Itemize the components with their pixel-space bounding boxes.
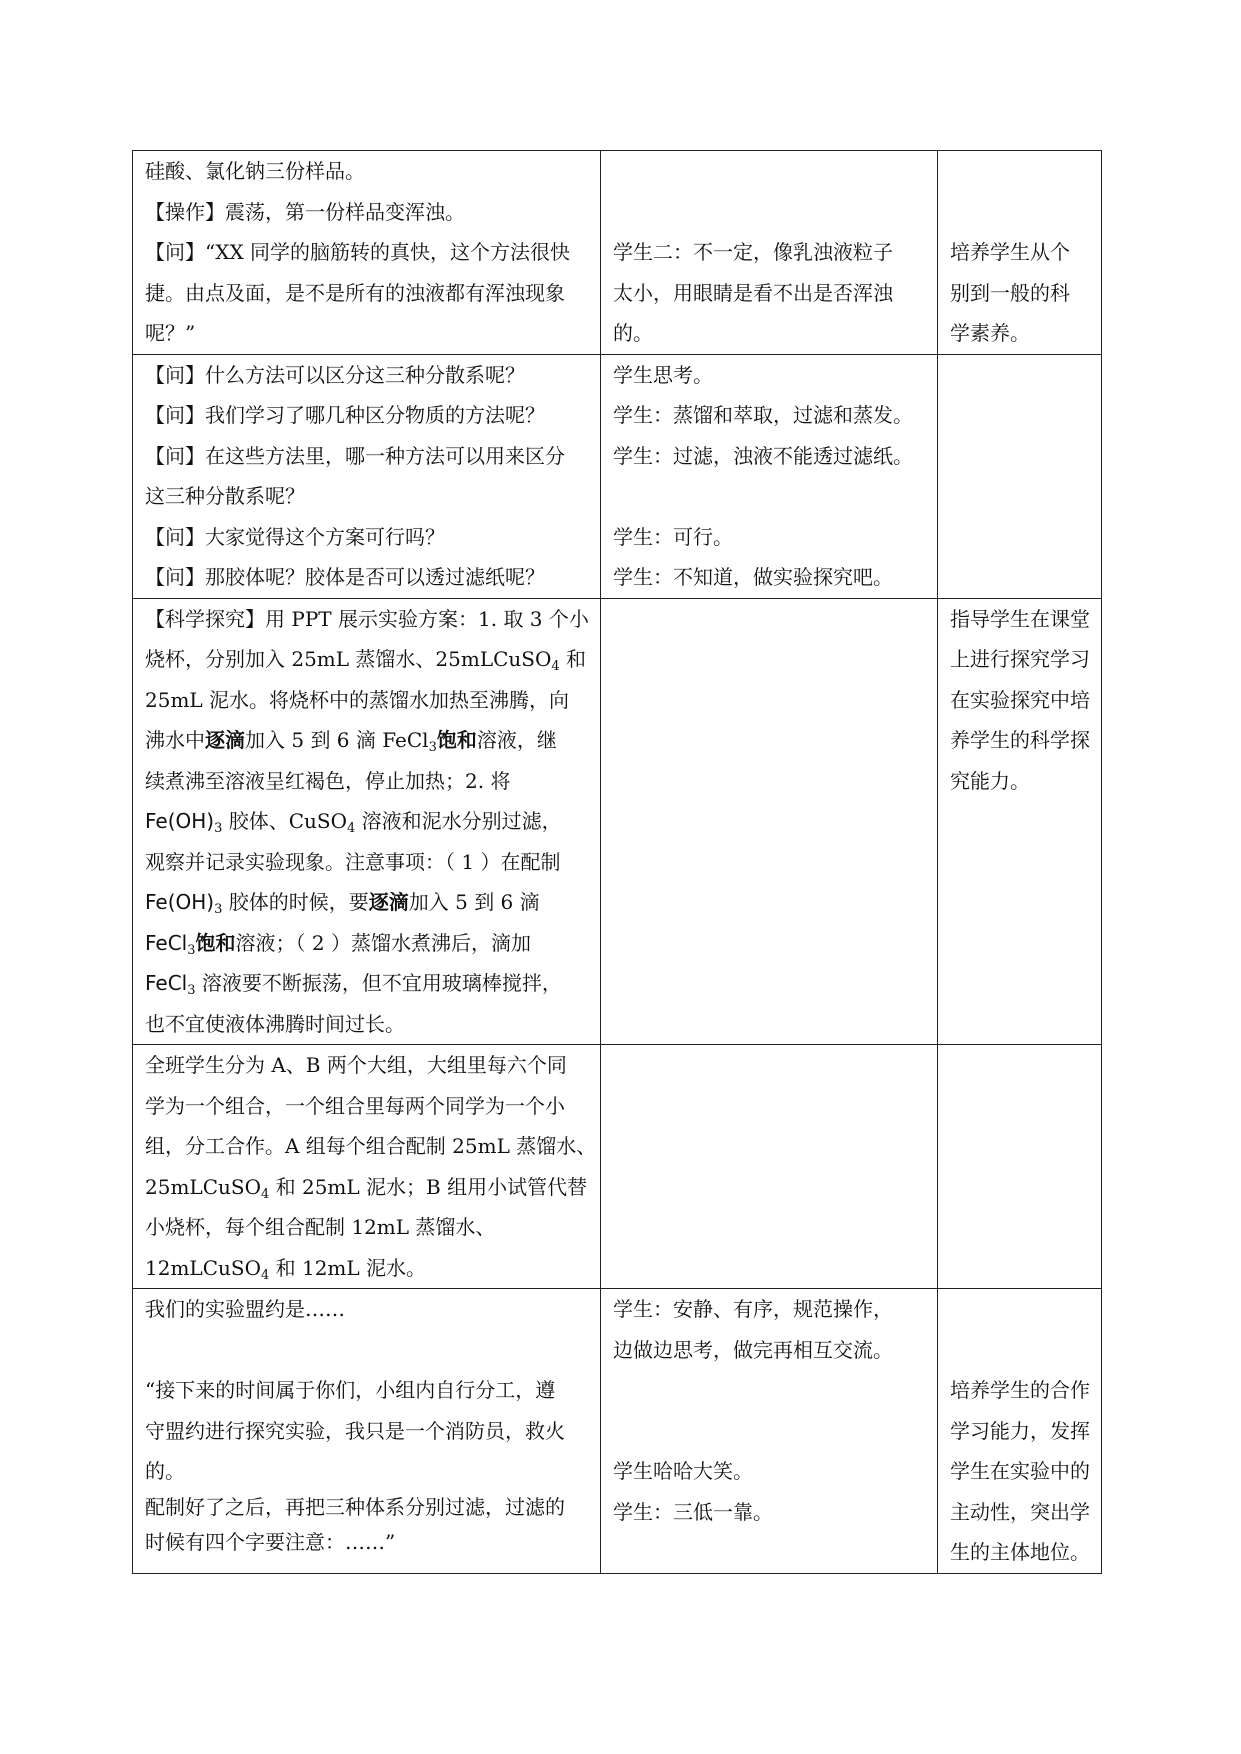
teacher-activity-cell	[133, 1289, 601, 1574]
text-line: 守盟约进行探究实验，我只是一个消防员，救火	[145, 1418, 565, 1443]
text-line: 我们的实验盟约是……	[145, 1297, 345, 1321]
text-line: 的。	[145, 1459, 185, 1483]
text-line: 时候有四个字要注意：……”	[145, 1529, 396, 1554]
text-line: 【问】那胶体呢？胶体是否可以透过滤纸呢？	[145, 565, 545, 589]
student-activity-cell	[601, 598, 938, 1045]
text-line: 配制好了之后，再把三种体系分别过滤，过滤的	[145, 1494, 565, 1519]
text-line: 学生哈哈大笑。	[613, 1459, 753, 1483]
table-row	[133, 151, 1102, 355]
text-line: 在实验探究中培	[950, 687, 1090, 712]
emphasis-text: 饱和	[195, 930, 236, 955]
student-activity-cell	[601, 354, 938, 598]
text-line: 【科学探究】用 PPT 展示实验方案：1. 取 3 个小	[145, 606, 589, 631]
text-line: 组，分工合作。A 组每个组合配制 25mL 蒸馏水、	[145, 1134, 597, 1158]
text-line: 也不宜使液体沸腾时间过长。	[145, 1011, 405, 1036]
text-line: 学生：三低一靠。	[613, 1499, 773, 1524]
text-line: 学习能力，发挥	[950, 1418, 1090, 1443]
text-line: 究能力。	[950, 768, 1030, 793]
design-intent-cell	[938, 598, 1102, 1045]
text-line: 边做边思考，做完再相互交流。	[613, 1337, 893, 1362]
teacher-activity-cell	[133, 598, 601, 1045]
teacher-activity-cell	[133, 151, 601, 355]
text-line: 全班学生分为 A、B 两个大组，大组里每六个同	[145, 1053, 567, 1077]
emphasis-text: 逐滴	[368, 890, 409, 914]
text-line: 这三种分散系呢？	[145, 484, 305, 508]
text-line: 主动性，突出学	[950, 1499, 1090, 1524]
text-line: 学生：安静、有序，规范操作，	[613, 1297, 893, 1321]
emphasis-text: 逐滴	[205, 728, 245, 752]
text-line: 学素养。	[950, 321, 1030, 345]
text-line: “接下来的时间属于你们，小组内自行分工，遵	[145, 1378, 556, 1402]
text-line: 生的主体地位。	[950, 1540, 1090, 1564]
text-line: 学生：蒸馏和萃取，过滤和蒸发。	[613, 403, 913, 427]
text-line: 小烧杯，每个组合配制 12mL 蒸馏水、	[145, 1215, 496, 1239]
design-intent-cell	[938, 354, 1102, 598]
text-line: 指导学生在课堂	[950, 606, 1090, 631]
text-line: FeCl$_3$饱和溶液；（ 2 ）蒸馏水煮沸后，滴加	[145, 930, 531, 958]
text-line: 培养学生的合作	[950, 1378, 1090, 1402]
text-line: 学生：过滤，浊液不能透过滤纸。	[613, 443, 913, 468]
text-line: 学生二：不一定，像乳浊液粒子	[613, 240, 893, 264]
design-intent-cell	[938, 1289, 1102, 1574]
text-line: $Fe(OH)_3$ 胶体、CuSO$_4$ 溶液和泥水分别过滤，	[145, 809, 562, 836]
text-line: 养学生的科学探	[950, 728, 1090, 752]
text-line: 学生思考。	[613, 362, 713, 387]
teacher-activity-cell	[133, 1045, 601, 1289]
table-row	[133, 354, 1102, 598]
text-line: 【问】“XX 同学的脑筋转的真快，这个方法很快	[145, 240, 571, 264]
table-row	[133, 1289, 1102, 1574]
text-line: 25mL 泥水。将烧杯中的蒸馏水加热至沸腾，向	[145, 687, 570, 712]
student-activity-cell	[601, 1045, 938, 1289]
text-line: 学生：可行。	[613, 524, 733, 549]
design-intent-cell	[938, 151, 1102, 355]
text-line: 【问】我们学习了哪几种区分物质的方法呢？	[145, 403, 545, 427]
text-line: 续煮沸至溶液呈红褐色，停止加热；2. 将	[145, 768, 511, 793]
lesson-plan-table	[132, 150, 1102, 1574]
text-line: 学生在实验中的	[950, 1459, 1090, 1483]
text-line: 观察并记录实验现象。注意事项：（ 1 ）在配制	[145, 849, 561, 874]
text-line: 【问】在这些方法里，哪一种方法可以用来区分	[145, 443, 565, 468]
text-line: 【问】什么方法可以区分这三种分散系呢？	[145, 362, 525, 387]
text-line: 【问】大家觉得这个方案可行吗？	[145, 524, 445, 549]
text-line: 培养学生从个	[950, 240, 1070, 264]
text-line: 的。	[613, 321, 653, 345]
table-row	[133, 598, 1102, 1045]
text-line: $Fe(OH)_3$ 胶体的时候，要逐滴加入 5 到 6 滴	[145, 890, 540, 917]
text-line: 学为一个组合，一个组合里每两个同学为一个小	[145, 1093, 565, 1118]
table-row	[133, 1045, 1102, 1289]
emphasis-text: 饱和	[436, 728, 477, 752]
text-line: 上进行探究学习	[950, 647, 1090, 671]
text-line: 【操作】震荡，第一份样品变浑浊。	[145, 199, 465, 224]
text-line: 别到一般的科	[950, 280, 1070, 305]
text-line: 25mLCuSO$_4$ 和 25mL 泥水；B 组用小试管代替	[145, 1174, 588, 1202]
student-activity-cell	[601, 151, 938, 355]
student-activity-cell	[601, 1289, 938, 1574]
text-line: 学生：不知道，做实验探究吧。	[613, 565, 893, 589]
text-line: 沸水中逐滴加入 5 到 6 滴 FeCl$_3$饱和溶液，继	[145, 728, 557, 755]
text-line: 硅酸、氯化钠三份样品。	[145, 159, 365, 183]
text-line: 太小，用眼睛是看不出是否浑浊	[613, 280, 893, 305]
text-line: 呢？”	[145, 321, 196, 345]
teacher-activity-cell	[133, 354, 601, 598]
text-line: FeCl$_3$ 溶液要不断振荡，但不宜用玻璃棒搅拌，	[145, 971, 562, 998]
text-line: 捷。由点及面，是不是所有的浊液都有浑浊现象	[145, 280, 565, 305]
design-intent-cell	[938, 1045, 1102, 1289]
text-line: 12mLCuSO$_4$ 和 12mL 泥水。	[145, 1255, 427, 1283]
text-line: 烧杯，分别加入 25mL 蒸馏水、25mLCuSO$_4$ 和	[145, 647, 587, 674]
